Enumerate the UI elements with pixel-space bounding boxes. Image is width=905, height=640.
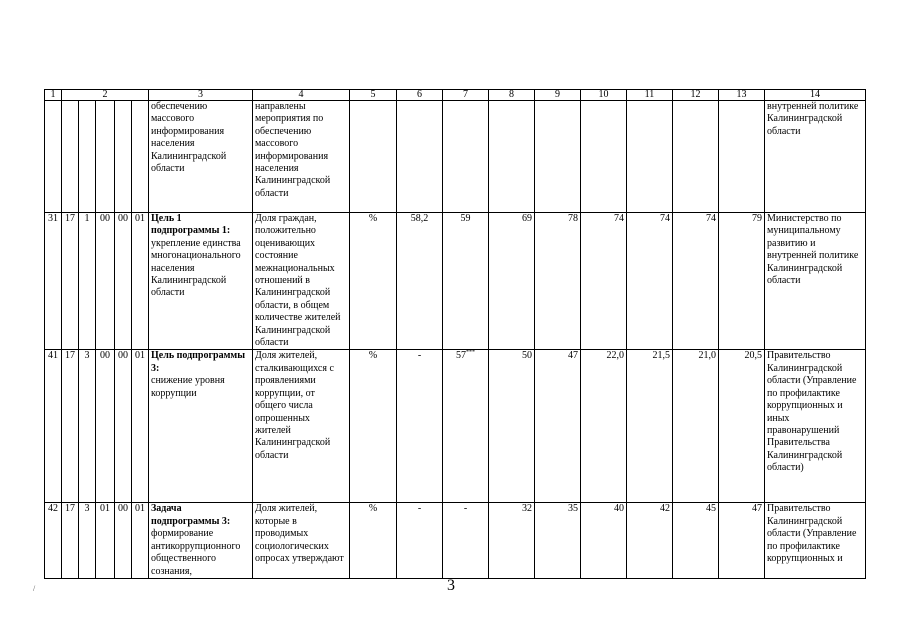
code-cell: 31 — [45, 213, 62, 350]
value-cell: 74 — [673, 213, 719, 350]
value-cell — [489, 101, 535, 213]
value-cell: 32 — [489, 503, 535, 578]
code-cell: 1 — [79, 213, 96, 350]
code-cell: 01 — [132, 350, 149, 503]
code-cell: 00 — [115, 503, 132, 578]
header-cell: 3 — [149, 90, 253, 101]
value-cell: - — [443, 503, 489, 578]
header-cell: 7 — [443, 90, 489, 101]
code-cell: 01 — [132, 213, 149, 350]
header-cell: 2 — [62, 90, 149, 101]
code-cell: 3 — [79, 503, 96, 578]
code-cell: 01 — [96, 503, 115, 578]
table-body — [45, 101, 866, 579]
value-cell: 22,0 — [581, 350, 627, 503]
table-row — [45, 213, 866, 350]
code-cell: 3 — [79, 350, 96, 503]
goal-cell: Цель 1 подпрограммы 1: укрепление единства многонационального населения Калининградской области — [149, 213, 253, 350]
value-cell — [443, 101, 489, 213]
header-cell: 10 — [581, 90, 627, 101]
value-cell: 79 — [719, 213, 765, 350]
value-cell — [719, 101, 765, 213]
value-cell: 69 — [489, 213, 535, 350]
value-cell: 40 — [581, 503, 627, 578]
code-cell: 41 — [45, 350, 62, 503]
header-cell: 5 — [350, 90, 397, 101]
header-cell: 1 — [45, 90, 62, 101]
code-cell: 01 — [132, 503, 149, 578]
code-cell: 00 — [115, 350, 132, 503]
indicator-cell: Доля граждан, положительно оценивающих состояние межнациональных отношений в Калининградской области, в общем количестве жителей Калининградской области — [253, 213, 350, 350]
value-cell: 74 — [627, 213, 673, 350]
header-cell: 6 — [397, 90, 443, 101]
code-cell — [115, 101, 132, 213]
value-cell — [397, 101, 443, 213]
unit-cell: % — [350, 213, 397, 350]
code-cell: 42 — [45, 503, 62, 578]
table-header-row — [45, 90, 866, 101]
responsible-cell: внутренней политике Калининградской области — [765, 101, 866, 213]
code-cell: 17 — [62, 350, 79, 503]
code-cell: 00 — [96, 213, 115, 350]
responsible-cell: Правительство Калининградской области (Управление по профилактике коррупционных и — [765, 503, 866, 578]
indicator-cell: направлены мероприятия по обеспечению массового информирования населения Калининградской области — [253, 101, 350, 213]
margin-mark: / — [33, 584, 36, 593]
goal-cell: обеспечению массового информирования населения Калининградской области — [149, 101, 253, 213]
value-cell: 59 — [443, 213, 489, 350]
value-cell: 78 — [535, 213, 581, 350]
value-cell: 58,2 — [397, 213, 443, 350]
goal-cell: Цель подпрограммы 3: снижение уровня коррупции — [149, 350, 253, 503]
code-cell — [45, 101, 62, 213]
code-cell: 17 — [62, 213, 79, 350]
value-cell — [627, 101, 673, 213]
code-cell — [96, 101, 115, 213]
table-row — [45, 350, 866, 503]
page-number: 3 — [447, 577, 455, 594]
unit-cell: % — [350, 503, 397, 578]
header-cell: 12 — [673, 90, 719, 101]
value-cell: 42 — [627, 503, 673, 578]
value-cell: 45 — [673, 503, 719, 578]
header-cell: 14 — [765, 90, 866, 101]
table-row — [45, 101, 866, 213]
value-cell: 47 — [719, 503, 765, 578]
header-cell: 13 — [719, 90, 765, 101]
code-cell — [132, 101, 149, 213]
indicator-cell: Доля жителей, которые в проводимых социологических опросах утверждают — [253, 503, 350, 578]
header-cell: 11 — [627, 90, 673, 101]
code-cell: 00 — [96, 350, 115, 503]
value-cell — [673, 101, 719, 213]
value-cell — [581, 101, 627, 213]
unit-cell — [350, 101, 397, 213]
header-cell: 9 — [535, 90, 581, 101]
code-cell: 00 — [115, 213, 132, 350]
header-cell: 8 — [489, 90, 535, 101]
unit-cell: % — [350, 350, 397, 503]
header-cell: 4 — [253, 90, 350, 101]
code-cell — [62, 101, 79, 213]
value-cell: 57*** — [443, 350, 489, 503]
value-cell: 47 — [535, 350, 581, 503]
value-cell: 21,5 — [627, 350, 673, 503]
value-cell: 35 — [535, 503, 581, 578]
indicator-cell: Доля жителей, сталкивающихся с проявлениями коррупции, от общего числа опрошенных жителей Калининградской области — [253, 350, 350, 503]
responsible-cell: Министерство по муниципальному развитию и внутренней политике Калининградской области — [765, 213, 866, 350]
value-cell: - — [397, 503, 443, 578]
value-cell: 74 — [581, 213, 627, 350]
value-cell: 20,5 — [719, 350, 765, 503]
table-row — [45, 503, 866, 578]
code-cell — [79, 101, 96, 213]
code-cell: 17 — [62, 503, 79, 578]
value-cell — [535, 101, 581, 213]
value-cell: - — [397, 350, 443, 503]
indicators-table — [44, 89, 866, 579]
value-cell: 21,0 — [673, 350, 719, 503]
responsible-cell: Правительство Калининградской области (Управление по профилактике коррупционных и иных правонарушений Правительства Калининградской области) — [765, 350, 866, 503]
goal-cell: Задача подпрограммы 3: формирование антикоррупционного общественного сознания, — [149, 503, 253, 578]
value-cell: 50 — [489, 350, 535, 503]
